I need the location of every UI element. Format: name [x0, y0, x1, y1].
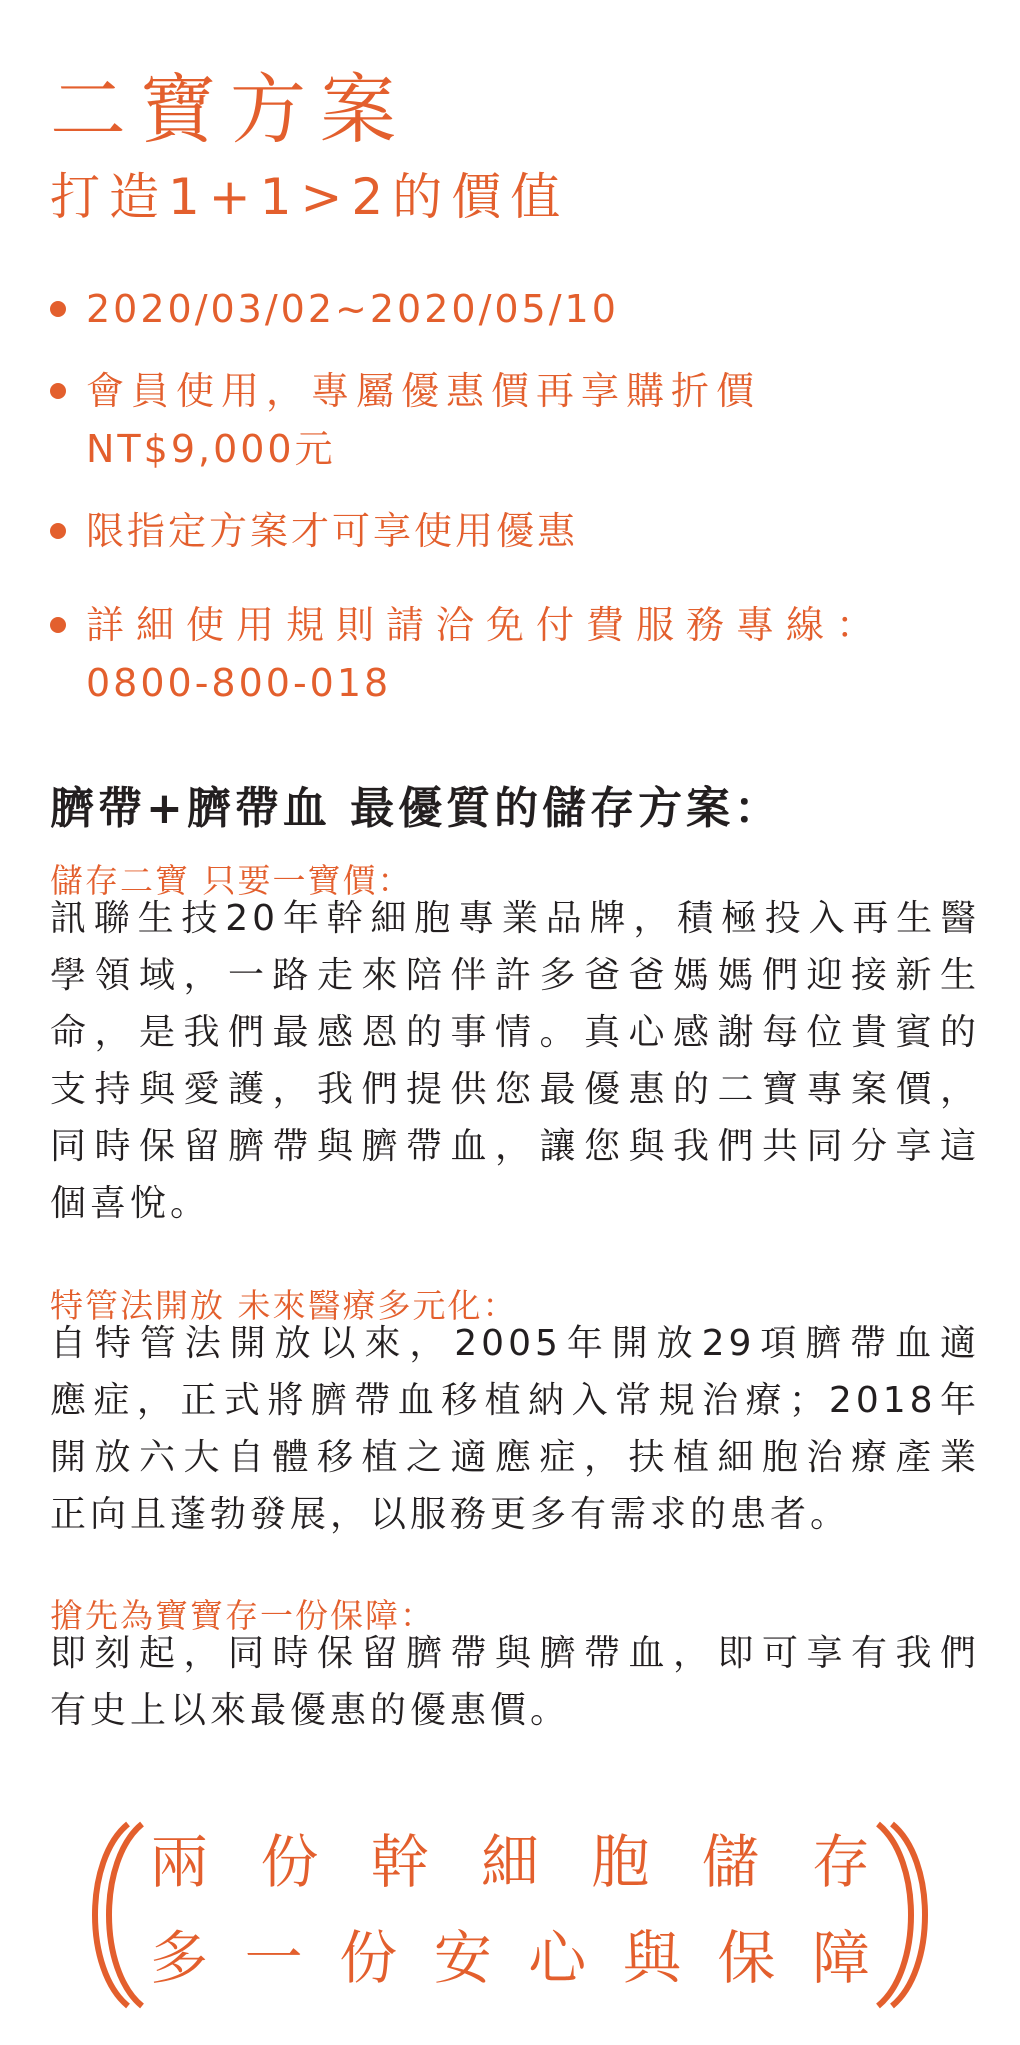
- paragraph-line: 有史上以來最優惠的優惠價。: [50, 1690, 571, 1731]
- bullet-text-price: NT$9,000元: [86, 427, 336, 471]
- section-heading: 臍帶+臍帶血 最優質的儲存方案：: [50, 783, 783, 834]
- paragraph-line: 訊聯生技20年幹細胞專業品牌，積極投入再生醫: [50, 898, 980, 939]
- slogan-line-2: 多一份安心與保障: [150, 1924, 870, 1992]
- paragraph-line: 應症，正式將臍帶血移植納入常規治療；2018年: [50, 1380, 980, 1421]
- bullet-text: 限指定方案才可享使用優惠: [86, 509, 579, 553]
- sub-heading-regulation: 特管法開放 未來醫療多元化：: [50, 1286, 518, 1325]
- bullet-dot-icon: [50, 617, 66, 633]
- paragraph-protection: [50, 1625, 980, 1739]
- paragraph-line: 正向且蓬勃發展，以服務更多有需求的患者。: [50, 1494, 851, 1535]
- paragraph-brand: [50, 890, 980, 1232]
- right-bracket-icon: [870, 1820, 950, 2010]
- sub-heading-protection: 搶先為寶寶存一份保障：: [50, 1596, 435, 1635]
- paragraph-line: 即刻起，同時保留臍帶與臍帶血，即可享有我們: [50, 1633, 980, 1674]
- paragraph-line: 開放六大自體移植之適應症，扶植細胞治療產業: [50, 1437, 980, 1478]
- bullet-text: 2020/03/02~2020/05/10: [86, 287, 619, 331]
- bullet-text: 會員使用，專屬優惠價再享購折價: [86, 369, 762, 413]
- slogan-line-1: 兩份幹細胞儲存: [150, 1828, 870, 1896]
- bullet-dot-icon: [50, 383, 66, 399]
- bullet-dot-icon: [50, 523, 66, 539]
- slogan-block: [70, 1820, 950, 2010]
- paragraph-line: 命，是我們最感恩的事情。真心感謝每位貴賓的: [50, 1012, 980, 1053]
- paragraph-line: 支持與愛護，我們提供您最優惠的二寶專案價，: [50, 1069, 980, 1110]
- paragraph-line: 自特管法開放以來，2005年開放29項臍帶血適: [50, 1323, 980, 1364]
- paragraph-line: 學領域，一路走來陪伴許多爸爸媽媽們迎接新生: [50, 955, 980, 996]
- page-title: 二寶方案: [50, 65, 410, 154]
- paragraph-regulation: [50, 1315, 980, 1543]
- bullet-text-phone: 0800-800-018: [86, 661, 392, 705]
- paragraph-line: 同時保留臍帶與臍帶血，讓您與我們共同分享這: [50, 1126, 980, 1167]
- sub-heading-two-babies: 儲存二寶 只要一寶價：: [50, 861, 413, 900]
- bullet-text: 詳細使用規則請洽免付費服務專線：: [86, 603, 887, 647]
- left-bracket-icon: [70, 1820, 150, 2010]
- paragraph-line: 個喜悅。: [50, 1183, 211, 1224]
- page-subtitle: 打造1+1>2的價值: [50, 168, 570, 226]
- bullet-dot-icon: [50, 301, 66, 317]
